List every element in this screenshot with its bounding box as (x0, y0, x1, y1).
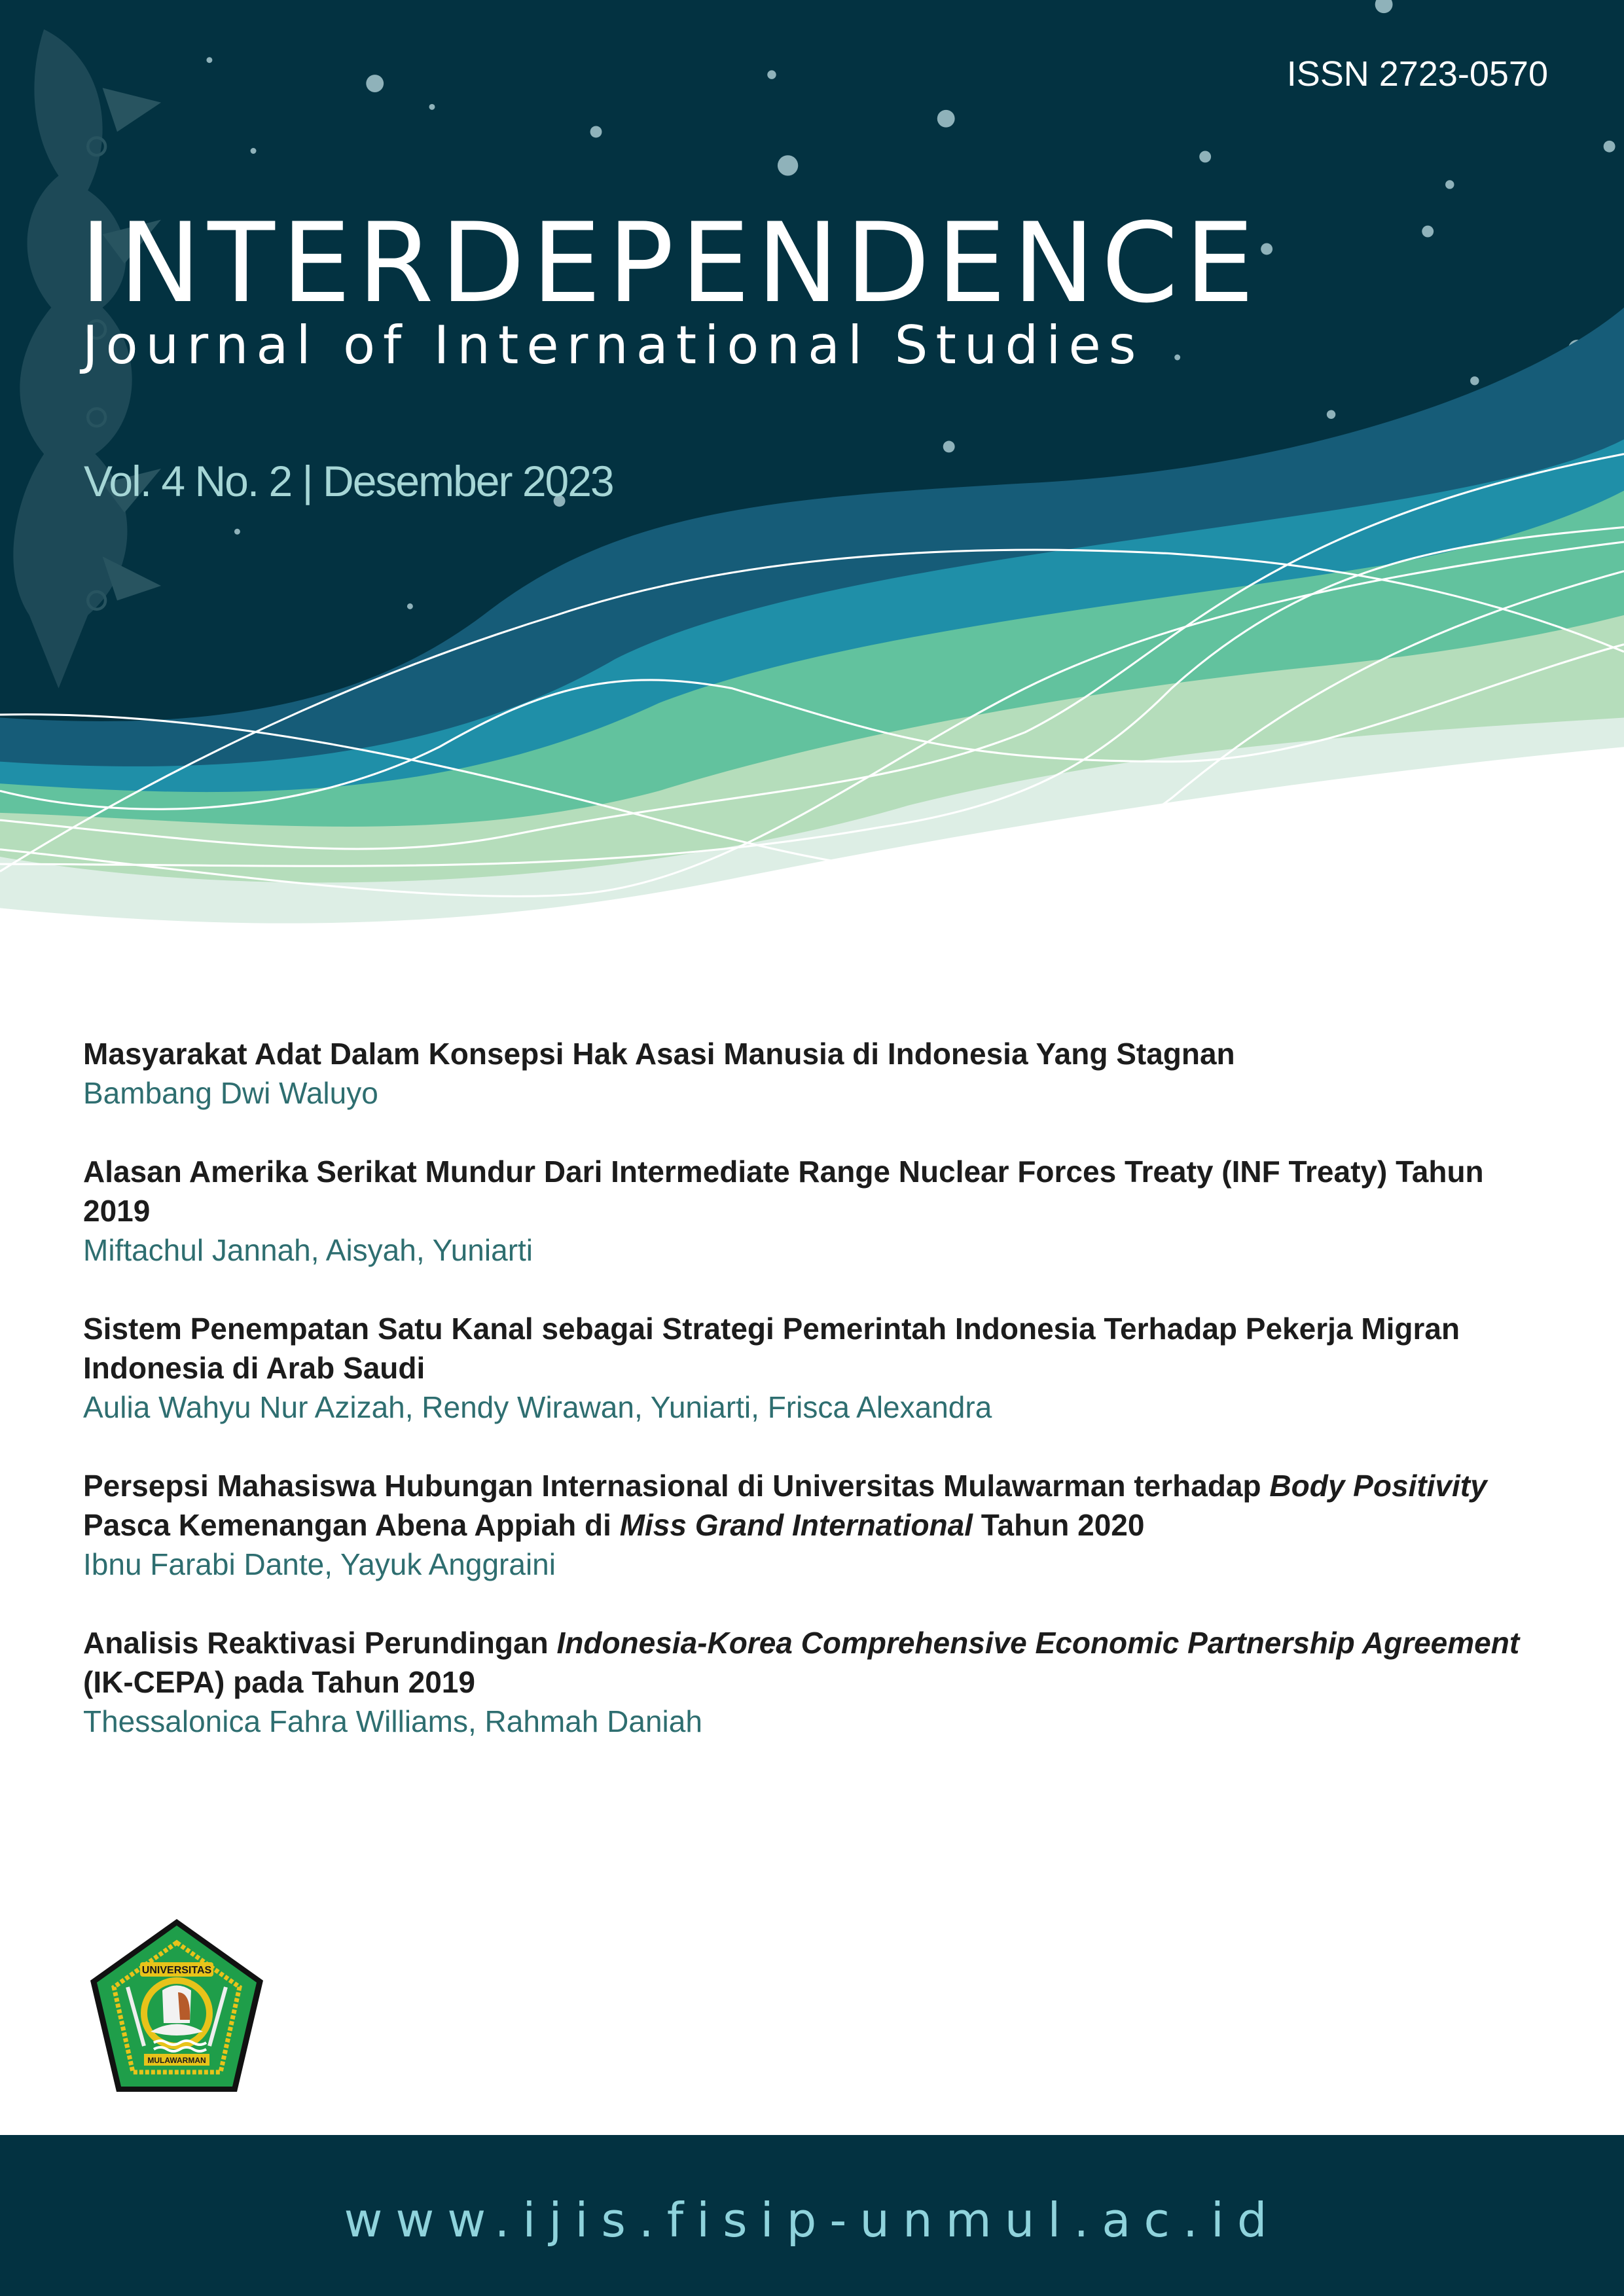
title-italic-text: Miss Grand International (619, 1508, 973, 1542)
article-title (83, 1623, 1556, 1702)
article-authors: Bambang Dwi Waluyo (83, 1076, 378, 1110)
title-text: Tahun 2020 (973, 1508, 1145, 1542)
article-authors: Thessalonica Fahra Williams, Rahmah Daniah (83, 1704, 702, 1738)
title-text: Masyarakat Adat Dalam Konsepsi Hak Asasi Manusia di Indonesia Yang Stagnan (83, 1037, 1235, 1071)
title-italic-text: Indonesia-Korea Comprehensive Economic Partnership Agreement (556, 1626, 1520, 1660)
article-authors: Ibnu Farabi Dante, Yayuk Anggraini (83, 1547, 556, 1581)
article-list (83, 1034, 1556, 1780)
volume-issue: Vol. 4 No. 2 | Desember 2023 (84, 457, 613, 505)
article-title (83, 1034, 1556, 1073)
footer-band (0, 2135, 1624, 2296)
article-item (83, 1152, 1556, 1270)
title-text: Sistem Penempatan Satu Kanal sebagai Strategi Pemerintah Indonesia Terhadap Pekerja Migran Indonesia di Arab Saudi (83, 1312, 1460, 1385)
article-item (83, 1466, 1556, 1584)
title-text: Pasca Kemenangan Abena Appiah di (83, 1508, 620, 1542)
university-logo (85, 1915, 268, 2098)
article-title (83, 1309, 1556, 1388)
issn-label: ISSN 2723-0570 (1286, 54, 1548, 94)
journal-subtitle: Journal of International Studies (82, 315, 1144, 376)
article-authors: Aulia Wahyu Nur Azizah, Rendy Wirawan, Yuniarti, Frisca Alexandra (83, 1390, 992, 1424)
title-text: Analisis Reaktivasi Perundingan (83, 1626, 557, 1660)
article-item (83, 1034, 1556, 1113)
website-link[interactable]: www.ijis.fisip-unmul.ac.id (344, 2193, 1280, 2248)
journal-title: INTERDEPENDENCE (80, 199, 1261, 327)
cover-header (0, 0, 1624, 949)
title-text: Alasan Amerika Serikat Mundur Dari Intermediate Range Nuclear Forces Treaty (INF Treaty) Tahun 2019 (83, 1155, 1484, 1228)
article-item (83, 1309, 1556, 1427)
logo-top-text: UNIVERSITAS (141, 1965, 212, 1976)
article-title (83, 1466, 1556, 1545)
title-italic-text: Body Positivity (1269, 1469, 1487, 1503)
article-title (83, 1152, 1556, 1230)
article-item (83, 1623, 1556, 1741)
title-text: Persepsi Mahasiswa Hubungan Internasional di Universitas Mulawarman terhadap (83, 1469, 1270, 1503)
article-authors: Miftachul Jannah, Aisyah, Yuniarti (83, 1233, 533, 1267)
title-text: (IK-CEPA) pada Tahun 2019 (83, 1665, 475, 1699)
logo-bottom-text: MULAWARMAN (147, 2056, 206, 2065)
